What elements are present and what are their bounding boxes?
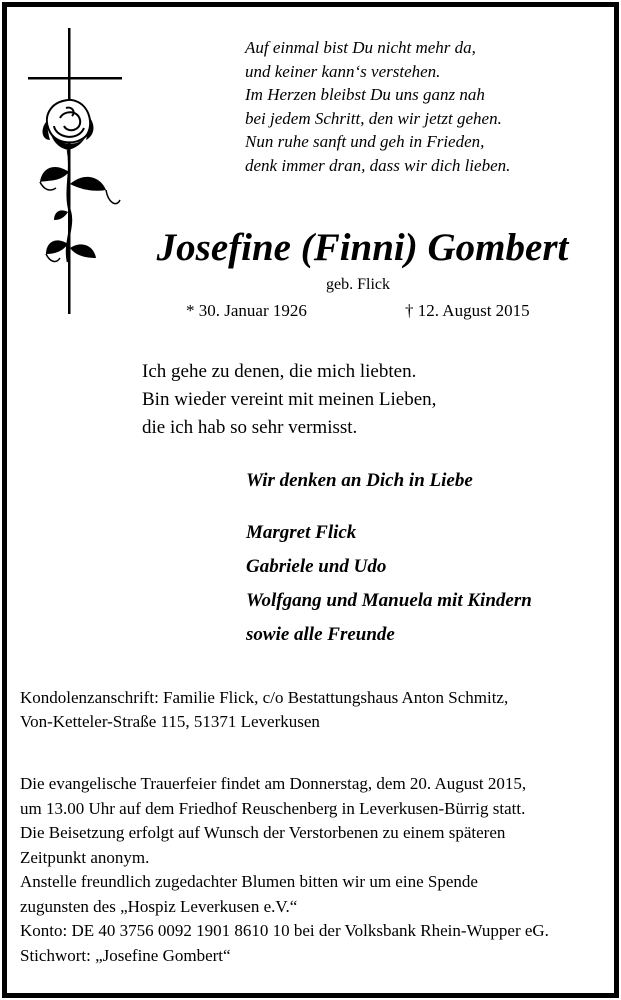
service-line: Zeitpunkt anonym. xyxy=(20,847,150,867)
mourners-heading: Wir denken an Dich in Liebe xyxy=(246,470,473,491)
mourners-list xyxy=(246,516,532,652)
poem-line: denk immer dran, dass wir dich lieben. xyxy=(245,155,511,175)
maiden-name: geb. Flick xyxy=(326,276,390,293)
birth-date: * 30. Januar 1926 xyxy=(186,301,307,320)
quote xyxy=(142,358,436,442)
poem xyxy=(245,36,510,177)
poem-line: Im Herzen bleibst Du uns ganz nah xyxy=(245,85,485,104)
service-line: zugunsten des „Hospiz Leverkusen e.V.“ xyxy=(20,896,298,916)
condolence-address xyxy=(20,686,508,734)
death-date: † 12. August 2015 xyxy=(405,301,530,320)
cross-with-rose-icon xyxy=(20,22,130,322)
quote-line: Bin wieder vereint mit meinen Lieben, xyxy=(142,389,437,410)
poem-line: und keiner kann‘s verstehen. xyxy=(245,61,441,81)
service-line: Konto: DE 40 3756 0092 1901 8610 10 bei der Volksbank Rhein-Wupper eG. xyxy=(20,921,549,940)
deceased-name: Josefine (Finni) Gombert xyxy=(156,226,569,269)
mourner-name: Wolfgang und Manuela mit Kindern xyxy=(246,590,532,611)
mourner-name: Margret Flick xyxy=(246,522,357,543)
poem-line: bei jedem Schritt, den wir jetzt gehen. xyxy=(245,108,502,128)
condolence-line: Kondolenzanschrift: Familie Flick, c/o Bestattungshaus Anton Schmitz, xyxy=(20,688,509,707)
mourner-name: Gabriele und Udo xyxy=(246,556,387,577)
service-line: Die Beisetzung erfolgt auf Wunsch der Verstorbenen zu einem späteren xyxy=(20,823,506,842)
service-line: Anstelle freundlich zugedachter Blumen bitten wir um eine Spende xyxy=(20,872,478,891)
quote-line: Ich gehe zu denen, die mich liebten. xyxy=(142,361,417,382)
poem-line: Auf einmal bist Du nicht mehr da, xyxy=(245,38,476,57)
poem-line: Nun ruhe sanft und geh in Frieden, xyxy=(245,132,485,151)
service-details xyxy=(20,772,549,968)
service-line: Die evangelische Trauerfeier findet am Donnerstag, dem 20. August 2015, xyxy=(20,774,527,793)
condolence-line: Von-Ketteler-Straße 115, 51371 Leverkusen xyxy=(20,712,320,731)
service-line: um 13.00 Uhr auf dem Friedhof Reuschenberg in Leverkusen-Bürrig statt. xyxy=(20,798,526,818)
quote-line: die ich hab so sehr vermisst. xyxy=(142,417,358,438)
mourner-name: sowie alle Freunde xyxy=(246,624,395,645)
service-line: Stichwort: „Josefine Gombert“ xyxy=(20,945,231,965)
